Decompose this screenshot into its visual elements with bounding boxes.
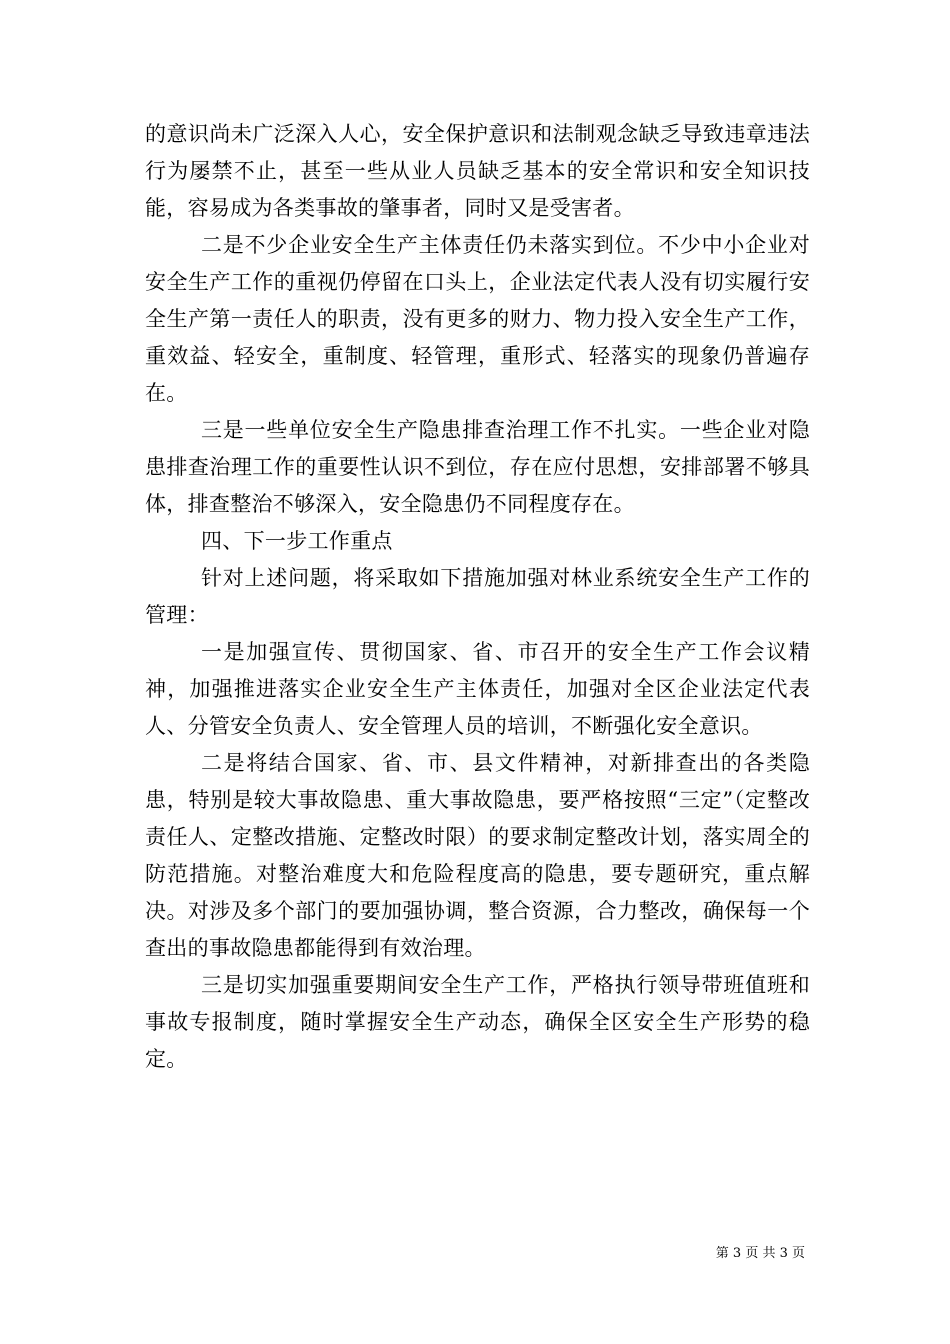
section-heading: 四、下一步工作重点	[201, 529, 393, 553]
paragraph-5: 针对上述问题，将采取如下措施加强对林业系统安全生产工作的管理：	[145, 566, 810, 627]
paragraph-3: 三是一些单位安全生产隐患排查治理工作不扎实。一些企业对隐患排查治理工作的重要性认识不到位，存在应付思想，安排部署不够具体，排查整治不够深入，安全隐患仍不同程度存在。	[145, 418, 810, 516]
paragraph-6: 一是加强宣传、贯彻国家、省、市召开的安全生产工作会议精神，加强推进落实企业安全生产主体责任，加强对全区企业法定代表人、分管安全负责人、安全管理人员的培训，不断强化安全意识。	[145, 640, 810, 738]
paragraph-8: 三是切实加强重要期间安全生产工作，严格执行领导带班值班和事故专报制度，随时掌握安全生产动态，确保全区安全生产形势的稳定。	[145, 973, 810, 1071]
paragraph-2: 二是不少企业安全生产主体责任仍未落实到位。不少中小企业对安全生产工作的重视仍停留在口头上，企业法定代表人没有切实履行安全生产第一责任人的职责，没有更多的财力、物力投入安全生产工作，重效益、轻安全，重制度、轻管理，重形式、轻落实的现象仍普遍存在。	[145, 233, 810, 405]
page-number-footer: 第 3 页 共 3 页	[715, 1246, 805, 1261]
document-body	[145, 116, 810, 1078]
paragraph-1: 的意识尚未广泛深入人心，安全保护意识和法制观念缺乏导致违章违法行为屡禁不止，甚至一些从业人员缺乏基本的安全常识和安全知识技能，容易成为各类事故的肇事者，同时又是受害者。	[145, 122, 810, 220]
paragraph-7: 二是将结合国家、省、市、县文件精神，对新排查出的各类隐患，特别是较大事故隐患、重大事故隐患，要严格按照“三定”（定整改责任人、定整改措施、定整改时限）的要求制定整改计划，落实周全的防范措施。对整治难度大和危险程度高的隐患，要专题研究，重点解决。对涉及多个部门的要加强协调，整合资源，合力整改，确保每一个查出的事故隐患都能得到有效治理。	[145, 751, 810, 960]
